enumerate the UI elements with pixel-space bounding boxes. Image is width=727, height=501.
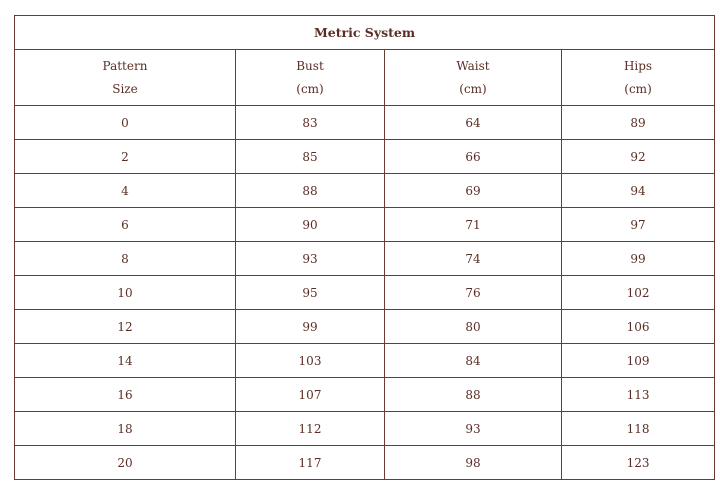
- table-row: [15, 276, 715, 310]
- cell-waist: 84: [385, 344, 562, 378]
- header-label: Waist: [456, 58, 490, 73]
- table-title: Metric System: [15, 16, 715, 50]
- table-row: [15, 140, 715, 174]
- table-row: [15, 378, 715, 412]
- cell-hips: 102: [562, 276, 715, 310]
- cell-size: 6: [15, 208, 236, 242]
- table-row: [15, 310, 715, 344]
- header-label: Bust: [296, 58, 324, 73]
- cell-size: 2: [15, 140, 236, 174]
- cell-bust: 85: [236, 140, 385, 174]
- cell-hips: 113: [562, 378, 715, 412]
- header-unit: (cm): [459, 81, 487, 96]
- cell-hips: 106: [562, 310, 715, 344]
- cell-waist: 80: [385, 310, 562, 344]
- cell-bust: 95: [236, 276, 385, 310]
- size-chart: [14, 15, 714, 480]
- header-label: Hips: [623, 58, 653, 73]
- cell-size: 14: [15, 344, 236, 378]
- cell-bust: 83: [236, 106, 385, 140]
- cell-waist: 88: [385, 378, 562, 412]
- cell-waist: 69: [385, 174, 562, 208]
- header-hips: [562, 50, 715, 106]
- cell-hips: 92: [562, 140, 715, 174]
- header-bust: [236, 50, 385, 106]
- table-row: [15, 106, 715, 140]
- cell-hips: 118: [562, 412, 715, 446]
- cell-size: 0: [15, 106, 236, 140]
- header-pattern-size: [15, 50, 236, 106]
- cell-size: 8: [15, 242, 236, 276]
- header-unit: (cm): [624, 81, 652, 96]
- metric-size-table: [14, 15, 715, 480]
- cell-hips: 94: [562, 174, 715, 208]
- header-label: Size: [112, 81, 138, 96]
- cell-bust: 107: [236, 378, 385, 412]
- cell-size: 20: [15, 446, 236, 480]
- cell-size: 4: [15, 174, 236, 208]
- header-waist: [385, 50, 562, 106]
- cell-hips: 123: [562, 446, 715, 480]
- table-row: [15, 174, 715, 208]
- cell-waist: 93: [385, 412, 562, 446]
- header-unit: (cm): [296, 81, 324, 96]
- header-label: Pattern: [102, 58, 148, 73]
- table-row: [15, 344, 715, 378]
- table-title-row: [15, 16, 715, 50]
- table-row: [15, 242, 715, 276]
- table-header-row: [15, 50, 715, 106]
- cell-bust: 90: [236, 208, 385, 242]
- cell-waist: 71: [385, 208, 562, 242]
- cell-size: 10: [15, 276, 236, 310]
- cell-waist: 76: [385, 276, 562, 310]
- cell-size: 12: [15, 310, 236, 344]
- table-row: [15, 208, 715, 242]
- cell-hips: 89: [562, 106, 715, 140]
- cell-bust: 99: [236, 310, 385, 344]
- cell-hips: 99: [562, 242, 715, 276]
- cell-waist: 64: [385, 106, 562, 140]
- cell-bust: 117: [236, 446, 385, 480]
- cell-bust: 93: [236, 242, 385, 276]
- cell-size: 16: [15, 378, 236, 412]
- cell-hips: 97: [562, 208, 715, 242]
- cell-size: 18: [15, 412, 236, 446]
- table-row: [15, 412, 715, 446]
- cell-hips: 109: [562, 344, 715, 378]
- cell-bust: 103: [236, 344, 385, 378]
- cell-waist: 74: [385, 242, 562, 276]
- cell-waist: 66: [385, 140, 562, 174]
- table-row: [15, 446, 715, 480]
- cell-bust: 112: [236, 412, 385, 446]
- cell-bust: 88: [236, 174, 385, 208]
- cell-waist: 98: [385, 446, 562, 480]
